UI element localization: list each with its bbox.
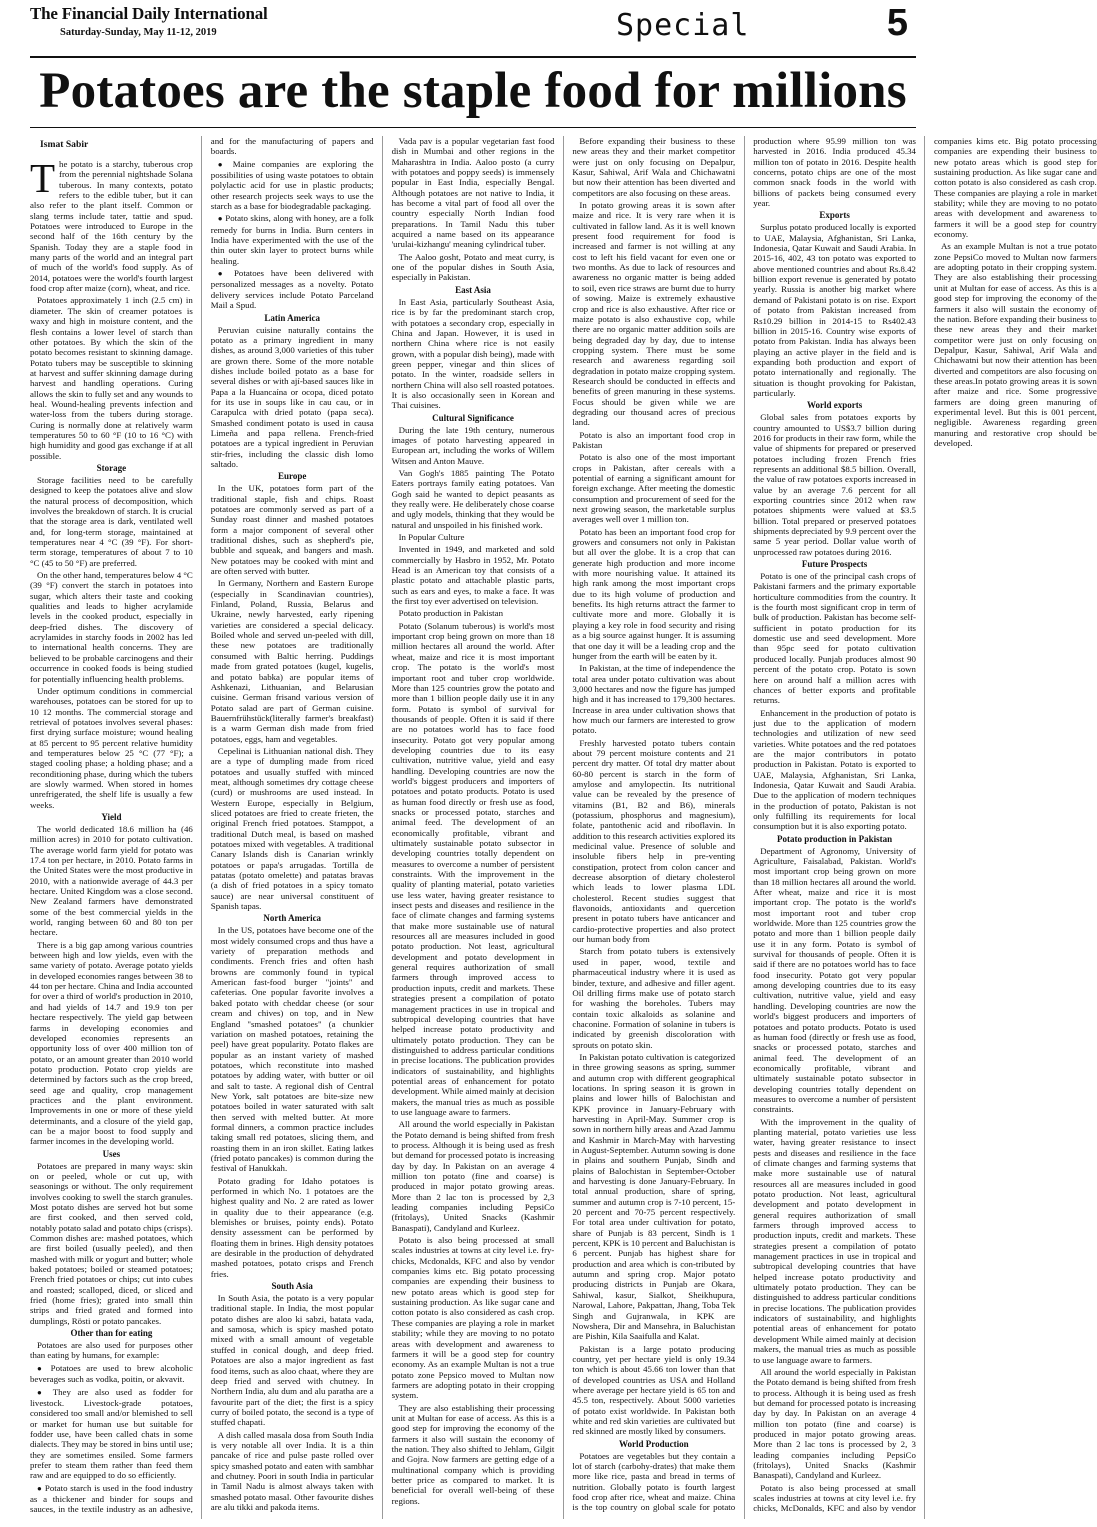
section-subheading: Future Prospects xyxy=(801,559,868,570)
body-paragraph: In Pakistan, at the time of independence the total area under potato cultivation was about 3,000 hectares and now the figure has jumped high and it has increased to 179,300 hectares. Increase in area under cultivation shows that how much our farmers are interested to grow potato. xyxy=(572,663,736,736)
lead-paragraph xyxy=(30,155,193,294)
bullet-paragraph: ● They are also used as fodder for livestock. Livestock-grade potatoes, considered too small and/or blemished to sell or market for human use but suitable for fodder use, have been called chats in some dialects. They may be stored in bins until use; they are sometimes ensiled. Some farmers prefer to steam them rather than feed them raw and are equipped to do so efficiently. xyxy=(30,1387,193,1481)
section-subheading: East Asia xyxy=(455,284,491,295)
body-paragraph: Potato (Solanum tuberous) is world's most important crop being grown on more than 18 million hectares all around the world. After wheat, maize and rice it is most important crop. The potato is the world's most important root and tuber crop worldwide. More than 125 countries grow the potato and more than 1 billion people daily use it in any form. Potato is symbol of survival for thousands of people. Often it is said if there are no potatoes world has to face food insecurity. Potato got very popular among developing countries due to its easy cultivation, nutritive value, yield and easy handling. Developing countries are now the world's biggest producers and importers of potatoes and potato products. Potato is used as human food directly or fresh use as food, snacks or processed potato, starches and animal feed. The development of an economically profitable, vibrant and ultimately sustainable potato subsector in developing countries totally dependent on measures to overcome a number of persistent constraints. With the improvement in the quality of planting material, potato varieties use less water, having greater resistance to insect pests and diseases and resilience in the face of climate changes and farming systems that make more sustainable use of natural resources all are measures included in good potato production. Not least, agricultural development and potato development in general requires authorization of small farmers through improved access to production inputs, credit and markets. These strategies present a compilation of potato management practices in use in tropical and subtropical developing countries that have helped increase potato productivity and ultimately potato production. They can be distinguished to address particular conditions in precise locations. The publication provides indicators of sustainability, and highlights potential areas of enhancement for potato development. While aimed mainly at decision makers, the manual tries as much as possible to use language aware to farmers. xyxy=(391,620,555,1117)
body-paragraph: Vada pav is a popular vegetarian fast food dish in Mumbai and other regions in the Maharashtra in India. Aaloo posto (a curry with potatoes and poppy seeds) is immensely popular in East India, especially Bengal. Although potatoes are not native to India, it has become a vital part of food all over the country especially North Indian food preparations. In Tamil Nadu this tuber acquired a name based on its appearance 'urulai-kizhangu' meaning cylindrical tuber. xyxy=(391,136,555,250)
body-paragraph: Cepelinai is Lithuanian national dish. They are a type of dumpling made from riced potatoes and usually stuffed with minced meat, although sometimes dry cottage cheese (curd) or mushrooms are used instead. In Western Europe, especially in Belgium, sliced potatoes are fried to create frieten, the original French fried potatoes. Stamppot, a traditional Dutch meal, is based on mashed potatoes mixed with vegetables. A traditional Canary Islands dish is Canarian wrinkly potatoes or papa's arrugadas. Tortilla de patatas (potato omelette) and patatas bravas (a dish of fried potatoes in a spicy tomato sauce) are near universal constituent of Spanish tapas. xyxy=(210,745,374,912)
body-paragraph: Potato is one of the principal cash crops of Pakistani farmers and the primary exportable horticulture commodities from the country. It is the fourth most significant crop in term of bulk of production. Pakistan has become self-sufficient in potato production for its domestic use and seed development. More than 95pc seed for potato cultivation produced locally. Punjab produces almost 90 percent of the potato crop. Potato is sown here on around half a million acres with chances of better exports and profitable returns. xyxy=(753,571,916,706)
body-paragraph: As an example Multan is not a true potato zone PepsiCo moved to Multan now farmers are adopting potato in their cropping system. They are also establishing their processing unit at Multan for ease of access. As this is a good step for improving the economy of the farmers it also will sustain the economy of the nation. Before expanding their business to these new areas they and their market competitor were just on only focusing on Depalpur, Kasur, Sahiwal, Arif Wala and Chichawatni but now their attention has been diverted and competitors are also focusing on these areas.In potato growing areas it is sown after maize and rice. Some progressive farmers are doing green manuring of experimental level. But this is 001 percent, negligible. Awareness regarding green manuring and restorative crop should be developed. xyxy=(933,241,1097,448)
section-subheading: Cultural Significance xyxy=(432,412,514,423)
page-number: 5 xyxy=(886,2,908,44)
body-paragraph: In Germany, Northern and Eastern Europe (especially in Scandinavian countries), Finland, Poland, Russia, Belarus and Ukraine, newly harvested, early ripening varieties are considered a special delicacy. Boiled whole and served un-peeled with dill, these new potatoes are traditionally consumed with Baltic herring. Puddings made from grated potatoes (kugel, kugelis, and potato babka) are popular items of Ashkenazi, Lithuanian, and Belarusian cuisine. German frisand various version of Potato salad are part of German cuisine. Bauernfrühstück(literally farmer's breakfast) is a warm German dish made from fried potatoes, eggs, ham and vegetables. xyxy=(210,578,374,744)
byline: Ismat Sabir xyxy=(40,139,89,150)
body-paragraph: They are also establishing their processing unit at Multan for ease of access. As this is a good step for improving the economy of the farmers it also will sustain the economy of the nation. They also shifted to Jehlam, Gilgit and Gojra. Now farmers are getting edge of a multinational company which is providing better price as compared to market. It is beneficial for overall well-being of these regions. xyxy=(391,1402,555,1506)
body-paragraph: In East Asia, particularly Southeast Asia, rice is by far the predominant starch crop, with potatoes a secondary crop, especially in China and Japan. However, it is used in northern China where rice is not easily grown, with a popular dish being), made with green pepper, vinegar and thin slices of potato. In the winter, roadside sellers in northern China will also sell roasted potatoes. It is also occasionally seen in Korean and Thai cuisines. xyxy=(391,296,555,411)
body-paragraph: There is a big gap among various countries between high and low yields, even with the same variety of potato. Average potato yields in developed economies ranges between 38 to 44 ton per hectare. China and India accounted for over a third of world's production in 2010, and had yields of 14.7 and 19.9 ton per hectare respectively. The yield gap between farms in developing economies and developed economies represents an opportunity loss of over 400 million ton of potato, or an amount greater than 2010 world potato production. Potato crop yields are determined by factors such as the crop breed, seed age and quality, crop management practices and the plant environment. Improvements in one or more of these yield determinants, and a closure of the yield gap, can be a major boost to food supply and farmer incomes in the developing world. xyxy=(30,939,193,1147)
body-paragraph: During the late 19th century, numerous images of potato harvesting appeared in European art, including the works of Willem Witsen and Anton Mauve. xyxy=(391,424,555,466)
body-paragraph: Potatoes are vegetables but they contain a lot of starch (carbohy-drates) that make them more like rice, pasta and bread in terms of nutrition. Globally potato is fourth largest food crop after rice, wheat and maize. China is the top country on global scale for potato production where 95.99 million ton was harvested in 2016. India produced 45.34 million ton of potato in 2016. Despite health concerns, potato chips are one of the most common snack foods in the world with billions of packets being consumed every year. xyxy=(572,136,916,1513)
bullet-paragraph: ● Potato skins, along with honey, are a folk remedy for burns in India. Burn centers in India have experimented with the use of the thin outer skin layer to protect burns while healing. xyxy=(211,213,374,266)
body-paragraph: Potatoes are prepared in many ways: skin on or peeled, whole or cut up, with seasonings or without. The only requirement involves cooking to swell the starch granules. Most potato dishes are served hot but some are first cooked, and then served cold, notably potato salad and potato chips (crisps). Common dishes are: mashed potatoes, which are first boiled (usually peeled), and then mashed with milk or yogurt and butter; whole baked potatoes; boiled or steamed potatoes; French fried potatoes or chips; cut into cubes and roasted; scalloped, diced, or sliced and fried (home fries); grated into small thin strips and fried grated and formed into dumplings, Rösti or potato pancakes. xyxy=(30,1160,193,1326)
article-body xyxy=(30,136,1097,1519)
body-paragraph: Under optimum conditions in commercial warehouses, potatoes can be stored for up to 10 12 months. The commercial storage and retrieval of potatoes involves several phases: first drying surface moisture; wound healing at 85 percent to 95 percent relative humidity and temperatures below 25 °C (77 °F); a staged cooling phase; a holding phase; and a reconditioning phase, during which the tubers are slowly warmed. When stored in homes unrefrigerated, the shelf life is usually a few weeks. xyxy=(30,685,193,810)
section-subheading: Potato production in Pakistan xyxy=(777,833,893,844)
body-paragraph: Potatoes are also used for purposes other than eating by humans, for example: xyxy=(30,1340,193,1361)
body-paragraph: In South Asia, the potato is a very popular traditional staple. In India, the most popular potato dishes are aloo ki sabzi, batata vada, and samosa, which is spicy mashed potato mixed with a small amount of vegetable stuffed in conical dough, and deep fried. Potatoes are also a major ingredient as fast food items, such as aloo chaat, where they are deep fried and served with chutney. In Northern India, alu dum and alu paratha are a favourite part of the diet; the first is a spicy curry of boiled potato, the second is a type of stuffed chapati. xyxy=(210,1293,374,1428)
body-paragraph: Potato grading for Idaho potatoes is performed in which No. 1 potatoes are the highest quality and No. 2 are rated as lower in quality due to their appearance (e.g. blemishes or bruises, pointy ends). Potato density assessment can be performed by floating them in brines. High density potatoes are desirable in the production of dehydrated mashed potatoes, potato crisps and French fries. xyxy=(210,1175,374,1279)
headline: Potatoes are the staple food for millions xyxy=(39,63,907,119)
body-paragraph: In potato growing areas it is sown after maize and rice. It is very rare when it is cultivated in fallow land. As it is well known present food requirement for food is increased and farmer is not willing at any cost to left his field vacant for even one or two months. As due to lack of resources and awareness no organic matter is being added to soil, even rice straws are burnt due to hurry of sowing. Maize is extremely exhaustive crop and rice is also exhaustive. After rice or maize potato is also exhaustive cop, while there are no organic matter addition soils are being degraded day by day, due to intense cropping system. There must be some research and awareness regarding soil degradation in potato maize cropping system. Research should be conducted in effects and benefits of green manuring in these systems. Focus should be given while we are degrading our thousand acres of precious land. xyxy=(572,200,736,428)
section-subheading: North America xyxy=(263,913,322,924)
section-subheading: Latin America xyxy=(264,312,321,323)
body-paragraph: In Pakistan potato cultivation is categorized in three growing seasons as spring, summer and autumn crop with different geographical locations. In spring season it is grown in plains and lower hills of Balochistan and KPK province in January-February with harvesting in April-May. Summer crop is sown in northern hilly areas and Azad Jammu and Kashmir in March-May with harvesting in August-September. Autumn sowing is done in plains and southern Punjab, Sindh and plains of Balochistan in September-October and harvesting is done January-February. In total annual production, share of spring, summer and autumn crop is 7-10 percent, 15-20 percent and 70-75 percent respectively. For total area under cultivation for potato, share of Punjab is 83 percent, Sindh is 1 percent, KPK is 10 percent and Baluchistan is 6 percent. Punjab has highest share for production and area which is con-tributed by autumn and spring crop. Major potato producing districts in Punjab are Okara, Sahiwal, kasur, Sialkot, Sheikhupura, Narowal, Lahore, Pakpattan, Jhang, Toba Tek Singh and Gujranwala, in KPK are Nowshera, Dir and Mansehra, in Baluchistan are Pishin, Kila Saaifulla and Kalat. xyxy=(572,1051,736,1342)
body-paragraph: Department of Agronomy, University of Agriculture, Faisalabad, Pakistan. World's most important crop being grown on more than 18 million hectares all around the world. After wheat, maize and rice it is most important crop. The potato is the world's most important root and tuber crop worldwide. More than 125 countries grow the potato and more than 1 billion people daily use it in any form. Potato is symbol of survival for thousands of people. Often it is said if there are no potatoes world has to face food insecurity. Potato got very popular among developing countries due to its easy cultivation, nutritive value, yield and easy handling. Developing countries are now the world's biggest producers and importers of potatoes and potato products. Potato is used as human food (directly or fresh use as food, snacks or processed potato, starches and animal feed. The development of an economically profitable, vibrant and ultimately sustainable potato subsector in developing countries totally dependent on measures to overcome a number of persistent constraints. xyxy=(753,845,916,1115)
bullet-paragraph: ● Maine companies are exploring the possibilities of using waste potatoes to obtain polylactic acid for use in plastic products; other research projects seek ways to use the starch as a base for biodegradable packaging. xyxy=(211,159,374,212)
headline-rule xyxy=(30,127,916,128)
issue-date: Saturday-Sunday, May 11-12, 2019 xyxy=(60,27,217,38)
body-paragraph: Pakistan is a large potato producing country, yet per hectare yield is only 19.34 ton which is about 45.66 ton lower than that of developed countries as USA and Holland where average per hectare yield is 65 ton and 45.5 ton, respectively. About 5000 varieties of potato exist worldwide. In Pakistan both white and red skin varieties are cultivated but red skinned are mostly liked by consumers. xyxy=(572,1343,736,1437)
drop-cap: T xyxy=(30,155,56,201)
section-subheading: Storage xyxy=(96,462,127,473)
newspaper-name: The Financial Daily International xyxy=(30,4,268,23)
body-paragraph: Potato is also one of the most important crops in Pakistan, after cereals with a potential of earning a significant amount for foreign exchange. After meeting the domestic consumption and procurement of seed for the next growing season, the marketable surplus averages well over 1 million ton. xyxy=(572,452,736,525)
body-paragraph: In the US, potatoes have become one of the most widely consumed crops and thus have a variety of preparation methods and condiments. French fries and often hash browns are commonly found in typical American fast-food burger "joints" and cafeterias. One popular favorite involves a baked potato with cheddar cheese (or sour cream and chives) on top, and in New England "smashed potatoes" (a chunkier variation on mashed potatoes, retaining the peel) have great popularity. Potato flakes are popular as an instant variety of mashed potatoes, which reconstitute into mashed potatoes by adding water, with butter or oil and salt to taste. A regional dish of Central New York, salt potatoes are bite-size new potatoes boiled in water saturated with salt then served with melted butter. At more formal dinners, a common practice includes taking small red potatoes, slicing them, and roasting them in an iron skillet. Eating latkes (fried potato pancakes) is common during the festival of Hanukkah. xyxy=(210,925,374,1174)
body-paragraph: Potato has been an important food crop for growers and consumers not only in Pakistan but all over the globe. It is a crop that can generate high production and more income with more nourishing value. It attained its high rank among the most important crops due to its high volume of production and benefits. Its high returns attract the farmer to cultivate more and more. Globally it is playing a key role in food security and rising as a big source against hunger. It is assuming that one day it will be a leading crop and the hunger from the earth will be eaten by it. xyxy=(572,526,736,661)
body-paragraph: Before expanding their business to these new areas they and their market competitor were just on only focusing on Depalpur, Kasur, Sahiwal, Arif Wala and Chichawatni but now their attention has been diverted and competitors are also focusing on these areas. xyxy=(572,136,736,198)
body-paragraph: Peruvian cuisine naturally contains the potato as a primary ingredient in many dishes, as around 3,000 varieties of this tuber are grown there. Some of the more notable dishes include boiled potato as a base for several dishes or with ají-based sauces like in Papa a la Huancaína or ocopa, diced potato for its use in soups like in cau cau, or in Carapulca with dried potato (papa seca). Smashed condiment potato is used in causa Limeña and papa rellena. French-fried potatoes are a typical ingredient in Peruvian stir-fries, including the classic dish lomo saltado. xyxy=(210,324,374,469)
section-subheading: Other than for eating xyxy=(70,1328,153,1339)
bullet-paragraph: ● Potatoes are used to brew alcoholic beverages such as vodka, poitin, or akvavit. xyxy=(30,1363,193,1385)
body-paragraph: All around the world especially in Pakistan the Potato demand is being shifted from fresh to process. Although it is being used as fresh but demand for processed potato is increasing day by day. In Pakistan on an average 4 million ton potato (fine and coarse) is produced in major potato growing areas. More than 2 lac ton is processed by 2,3 leading companies including PepsiCo (fritolays), United Snacks (Kashmir Banaspati), Candyland and Kurleez. xyxy=(391,1119,555,1233)
bullet-paragraph: ● Potatoes have been delivered with personalized messages as a novelty. Potato delivery services include Potato Parceland Mail a Spud. xyxy=(211,268,374,310)
body-paragraph: Invented in 1949, and marketed and sold commercially by Hasbro in 1952, Mr. Potato Head is an American toy that consists of a plastic potato and attachable plastic parts, such as ears and eyes, to make a face. It was the first toy ever advertised on television. xyxy=(391,544,555,607)
body-paragraph: A dish called masala dosa from South India is very notable all over India. It is a thin pancake of rice and pulse paste rolled over spicy smashed potato and eaten with sambhar and chutney. Poori in south India in particular in Tamil Nadu is almost always taken with smashed potato masal. Other favourite dishes are alu tikki and pakoda items. xyxy=(210,1429,374,1512)
body-paragraph: Freshly harvested potato tubers contain about 79 percent moisture contents and 21 percent dry matter. Of total dry matter about 60-80 percent is starch in the form of amylose and amylopectin. Its nutritional value can be revealed by the presence of vitamins (B1, B2 and B6), minerals (potassium, phosphorus and magnesium), folate, pantothenic acid and riboflavin. In addition to this research activities explored its medicinal value. Presence of soluble and insoluble fibers help in pre-venting constipation, protect from colon cancer and decrease absorption of dietary cholesterol which leads to lower plasma LDL cholesterol. Recent studies suggest that flavonoids, antioxidants and quercetion present in potato tubers have anticancer and cardio-protective properties and also protect our human body from xyxy=(572,737,736,945)
body-paragraph: Enhancement in the production of potato is just due to the application of modern technologies and utilization of new seed varieties. White potatoes and the red potatoes are the major contributors in potato production in Pakistan. Potato is exported to UAE, Malaysia, Afghanistan, Sri Lanka, Indonesia, Qatar Kuwait and Saudi Arabia. Due to the application of modern techniques in the production of potato, Pakistan is not only fulfilling its requirements for local consumption but it is also exporting potato. xyxy=(753,707,916,832)
body-paragraph: Surplus potato produced locally is exported to UAE, Malaysia, Afghanistan, Sri Lanka, Indonesia, Qatar Kuwait and Saudi Arabia. In 2015-16, 402, 43 ton potato was exported to above mentioned countries and about Rs.8.42 billion export revenue is generated by potato yearly. Russia is another big market where demand of Pakistani potato is on rise. Export of potato from Pakistan increased from Rs10.29 billion in 2014-15 to Rs402.43 billion in 2015-16. Country wise exports of potato from Pakistan. India has always been playing an active player in the field and is expanding both production and export of potato internationally and regionally. The situation is thought provoking for Pakistan, particularly. xyxy=(753,222,916,398)
body-paragraph: Potato is also an important food crop in Pakistan xyxy=(572,429,736,450)
section-subheading: World Production xyxy=(618,1438,689,1449)
section-subheading: Europe xyxy=(278,471,307,482)
section-subheading: Uses xyxy=(102,1148,121,1159)
body-paragraph: Van Gogh's 1885 painting The Potato Eaters portrays family eating potatoes. Van Gogh said he wanted to depict peasants as they really were. He deliberately chose coarse and ugly models, thinking that they would be natural and unspoiled in his finished work. xyxy=(391,467,555,530)
body-paragraph: Starch from potato tubers is extensively used in paper, wood, textile and pharmaceutical industry where it is used as binder, texture, and adhesive and filler agent. Oil drilling firms make use of potato starch for washing the boreholes. Tubers may contain toxic alkaloids as solanine and chaconine. Formation of solanine in tubers is indicated by greenish discoloration with sprouts on potato skin. xyxy=(572,946,736,1050)
body-paragraph: Storage facilities need to be carefully designed to keep the potatoes alive and slow the natural process of decomposition, which involves the breakdown of starch. It is crucial that the storage area is dark, ventilated well and, for long-term storage, maintained at temperatures near 4 °C (39 °F). For short-term storage, temperatures of about 7 to 10 °C (45 to 50 °F) are preferred. xyxy=(30,474,193,568)
body-paragraph: Potato production in Pakistan xyxy=(398,608,503,619)
section-subheading: Exports xyxy=(819,210,850,221)
body-paragraph: On the other hand, temperatures below 4 °C (39 °F) convert the starch in potatoes into sugar, which alters their taste and cooking qualities and leads to higher acrylamide levels in the cooked product, especially in deep-fried dishes. The discovery of acrylamides in starchy foods in 2002 has led to international health concerns. They are believed to be probable carcinogens and their occurrence in cooked foods is being studied for potentially influencing health problems. xyxy=(30,570,193,684)
section-subheading: Yield xyxy=(101,811,122,822)
body-paragraph: Potato is also being processed at small scales industries at towns at city level i.e. fry chicks, McDonalds, KFC and also by vendor companies kims etc. Big potato processing companies are expending their business to new potato areas which is good step for sustaining production. As like sugar cane and cotton potato is also considered as cash crop. These companies are playing a role in market stability; while they are moving to no potato areas with development and awareness to farmers it will be a good step for country economy. xyxy=(753,136,1097,1514)
body-paragraph: Global sales from potatoes exports by country amounted to US$3.7 billion during 2016 for products in their raw form, while the value of shipments for prepared or preserved potatoes including frozen French fries represents an additional $8.5 billion. Overall, the value of raw potatoes exports increased in value by an average 7.6 percent for all exporting countries since 2012 when raw potatoes shipments were valued at $3.5 billion. Total prepared or preserved potatoes shipments depreciated by 9.9 percent over the same 5 year period. Dollar value worth of unprocessed raw potatoes during 2016. xyxy=(753,412,916,557)
body-paragraph: Potato is also being processed at small scales industries at towns at city level i.e. fry-chicks, Mcdonalds, KFC and also by vendor companies kims etc. Big potato processing companies are expending their business to new potato areas which is good step for sustaining production. As like sugar cane and cotton potato is also considered as cash crop. These companies are playing a role in market stability; while they are moving to no potato areas with development and awareness to farmers it will be a good step for country economy. As an example Multan is not a true potato zone Pepsico moved to Multan now farmers are adopting potato in their cropping system. xyxy=(391,1235,555,1401)
section-subheading: South Asia xyxy=(271,1281,313,1292)
body-paragraph: In the UK, potatoes form part of the traditional staple, fish and chips. Roast potatoes are commonly served as part of a Sunday roast dinner and mashed potatoes form a major component of several other traditional dishes, such as shepherd's pie, bubble and squeak, and bangers and mash. New potatoes may be cooked with mint and are often served with butter. xyxy=(210,483,374,577)
body-paragraph: In Popular Culture xyxy=(398,532,465,543)
masthead xyxy=(30,0,916,58)
body-paragraph: With the improvement in the quality of planting material, potato varieties use less water, having greater resistance to insect pests and diseases and resilience in the face of climate changes and farming systems that make more sustainable use of natural resources all are measures included in good potato production. Not least, agricultural development and potato development in general requires authorization of small farmers through improved access to production inputs, credit and markets. These strategies present a compilation of potato management practices in use in tropical and subtropical developing countries that have helped increase potato productivity and ultimately potato production. They can be distinguished to address particular conditions in precise locations. The publication provides indicators of sustainability, and highlights potential areas of enhancement for potato development While aimed mainly at decision makers, the manual tries as much as possible to use language aware to farmers. xyxy=(753,1116,916,1365)
lead-paragraph-text: he potato is a starchy, tuberous crop from the perennial nightshade Solana tuberous. In many contexts, potato refers to the edible tuber, but it can also refer to the plant itself. Common or slang terms include tater, tattie and spud. Potatoes were introduced to Europe in the second half of the 16th century by the Spanish. Today they are a staple food in many parts of the world and an integral part of much of the world's food supply. As of 2014, potatoes were the world's fourth largest food crop after maize (corn), wheat, and rice. xyxy=(30,159,193,294)
body-paragraph: Potatoes approximately 1 inch (2.5 cm) in diameter. The skin of creamer potatoes is waxy and high in moisture content, and the flesh contains a lower level of starch than other potatoes. By which the skin of the potato becomes resistant to skinning damage. Potato tubers may be susceptible to skinning at harvest and suffer skinning damage during harvest and handling operations. Curing allows the skin to fully set and any wounds to heal. Wound-healing prevents infection and water-loss from the tubers during storage. Curing is normally done at relatively warm temperatures 50 to 60 °F (10 to 16 °C) with high humidity and good gas exchange if at all possible. xyxy=(30,295,193,461)
bullet-paragraph: ● Potato starch is used in the food industry as a thickener and binder for soups and sauces, in the textile industry as an adhesive, and for the manufacturing of papers and boards. xyxy=(30,136,374,1519)
section-subheading: World exports xyxy=(806,400,863,411)
body-paragraph: All around the world especially in Pakistan the Potato demand is being shifted from fresh to process. Although it is being used as fresh but demand for processed potato is increasing day by day. In Pakistan on an average 4 million ton potato (fine and coarse) is produced in major potato growing areas. More than 2 lac tons is processed by 2, 3 leading companies including PepsiCo (fritolays), United Snacks (Kashmir Banaspati), Candyland and Kurleez. xyxy=(753,1366,916,1481)
body-paragraph: The world dedicated 18.6 million ha (46 million acres) in 2010 for potato cultivation. The average world farm yield for potato was 17.4 ton per hectare, in 2010. Potato farms in the United States were the most productive in 2010, with a nationwide average of 44.3 per hectare. United Kingdom was a close second. New Zealand farmers have demonstrated some of the best commercial yields in the world, ranging between 60 and 80 ton per hectare. xyxy=(30,823,193,938)
section-name: Special xyxy=(616,8,750,43)
body-paragraph: The Aaloo gosht, Potato and meat curry, is one of the popular dishes in South Asia, especially in Pakistan. xyxy=(391,251,555,283)
